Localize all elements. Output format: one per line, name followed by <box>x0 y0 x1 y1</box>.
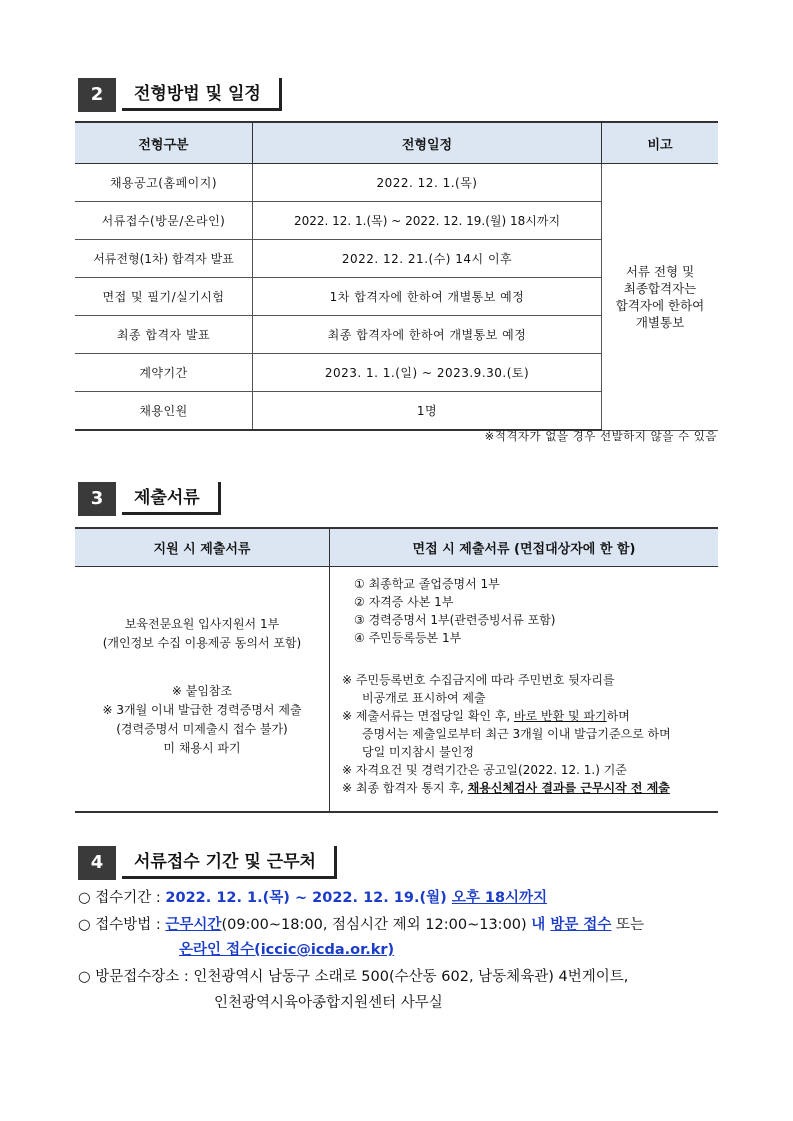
stage-cell: 채용인원 <box>75 392 253 431</box>
schedule-cell: 1차 합격자에 한하여 개별통보 예정 <box>253 278 602 316</box>
table-row <box>75 164 718 202</box>
application-note-line: ※ 3개월 이내 발급한 경력증명서 제출 <box>102 703 302 717</box>
remark-line: 개별통보 <box>635 314 685 330</box>
stage-cell: 채용공고(홈페이지) <box>75 164 253 202</box>
schedule-cell: 2023. 1. 1.(일) ~ 2023.9.30.(토) <box>253 354 602 392</box>
section-number: 3 <box>78 482 116 516</box>
application-note-line: (경력증명서 미제출시 접수 불가) <box>116 722 288 736</box>
submission-method-line: ○ 접수방법 : 근무시간(09:00~18:00, 점심시간 제외 12:00~13:00) 내 방문 접수 또는 <box>78 917 645 933</box>
visit-address: 인천광역시 남동구 소래로 500(수산동 602, 남동체육관) 4번게이트, <box>193 969 629 985</box>
visit-submission: 방문 접수 <box>550 917 612 933</box>
section-3-header <box>78 482 238 516</box>
schedule-table <box>75 121 718 431</box>
health-check-requirement: 채용신체검사 결과를 근무시작 전 제출 <box>467 781 670 795</box>
application-note-line: 미 채용시 파기 <box>163 741 241 755</box>
online-submission-line[interactable] <box>179 938 394 962</box>
col-header-schedule: 전형일정 <box>253 122 602 164</box>
application-doc-line: 보육전문요원 입사지원서 1부 <box>124 617 280 631</box>
interview-note-line: ※ 주민등록번호 수집금지에 따라 주민번호 뒷자리를 <box>342 673 615 687</box>
col-header-interview-docs: 면접 시 제출서류 (면접대상자에 한 함) <box>330 528 719 567</box>
interview-note-line: ※ 자격요건 및 경력기간은 공고일(2022. 12. 1.) 기준 <box>342 763 627 777</box>
schedule-cell: 최종 합격자에 한하여 개별통보 예정 <box>253 316 602 354</box>
interview-note-line: ※ 제출서류는 면접당일 확인 후, 바로 반환 및 파기하며 <box>342 709 630 723</box>
col-header-stage: 전형구분 <box>75 122 253 164</box>
interview-note-line: 당일 미지참시 불인정 <box>362 745 474 759</box>
schedule-cell: 2022. 12. 1.(목) <box>253 164 602 202</box>
application-docs-cell <box>75 567 330 813</box>
doc-item: ① 최종학교 졸업증명서 1부 <box>354 577 500 591</box>
section-title: 서류접수 기간 및 근무처 <box>122 846 337 879</box>
doc-item: ② 자격증 사본 1부 <box>354 595 454 609</box>
remark-line: 최종합격자는 <box>623 280 697 296</box>
remark-cell <box>602 164 719 431</box>
section-2-header <box>78 78 318 112</box>
section-title: 제출서류 <box>122 482 221 515</box>
section-title: 전형방법 및 일정 <box>122 78 282 111</box>
stage-cell: 면접 및 필기/실기시험 <box>75 278 253 316</box>
section-number: 2 <box>78 78 116 112</box>
visit-office-line: 인천광역시육아종합지원센터 사무실 <box>214 995 443 1011</box>
stage-cell: 서류전형(1차) 합격자 발표 <box>75 240 253 278</box>
working-hours-label: 근무시간 <box>165 917 222 933</box>
online-submission-link[interactable]: 온라인 접수(iccic@icda.or.kr) <box>179 942 395 958</box>
section-4-header <box>78 846 378 880</box>
col-header-remark: 비고 <box>602 122 719 164</box>
stage-cell: 서류접수(방문/온라인) <box>75 202 253 240</box>
submission-period-line: ○ 접수기간 : 2022. 12. 1.(목) ~ 2022. 12. 19.(월) 오후 18시까지 <box>78 890 548 906</box>
stage-cell: 계약기간 <box>75 354 253 392</box>
doc-item: ④ 주민등록등본 1부 <box>354 631 462 645</box>
interview-note-line: 비공개로 표시하여 제출 <box>362 691 486 705</box>
submission-deadline: 오후 18시까지 <box>451 890 548 906</box>
return-and-discard: 바로 반환 및 파기 <box>514 709 607 723</box>
schedule-cell: 1명 <box>253 392 602 431</box>
col-header-application-docs: 지원 시 제출서류 <box>75 528 330 567</box>
interview-docs-cell <box>330 567 719 813</box>
interview-note-line: ※ 최종 합격자 통지 후, 채용신체검사 결과를 근무시작 전 제출 <box>342 781 670 795</box>
remark-line: 합격자에 한하여 <box>615 297 705 313</box>
application-note-line: ※ 붙임참조 <box>171 684 233 698</box>
schedule-cell: 2022. 12. 21.(수) 14시 이후 <box>253 240 602 278</box>
doc-item: ③ 경력증명서 1부(관련증빙서류 포함) <box>354 613 556 627</box>
visit-location-line: ○ 방문접수장소 : 인천광역시 남동구 소래로 500(수산동 602, 남동체육관) 4번게이트, <box>78 969 629 985</box>
documents-table <box>75 527 718 813</box>
stage-cell: 최종 합격자 발표 <box>75 316 253 354</box>
submission-period: 2022. 12. 1.(목) ~ 2022. 12. 19.(월) <box>165 890 452 906</box>
application-doc-line: (개인정보 수집 이용제공 동의서 포함) <box>102 636 302 650</box>
section-number: 4 <box>78 846 116 880</box>
interview-note-line: 증명서는 제출일로부터 최근 3개월 이내 발급기준으로 하며 <box>362 727 671 741</box>
selection-note: ※적격자가 없을 경우 선발하지 않을 수 있음 <box>484 429 717 443</box>
remark-line: 서류 전형 및 <box>625 263 695 279</box>
schedule-cell: 2022. 12. 1.(목) ~ 2022. 12. 19.(월) 18시까지 <box>253 202 602 240</box>
